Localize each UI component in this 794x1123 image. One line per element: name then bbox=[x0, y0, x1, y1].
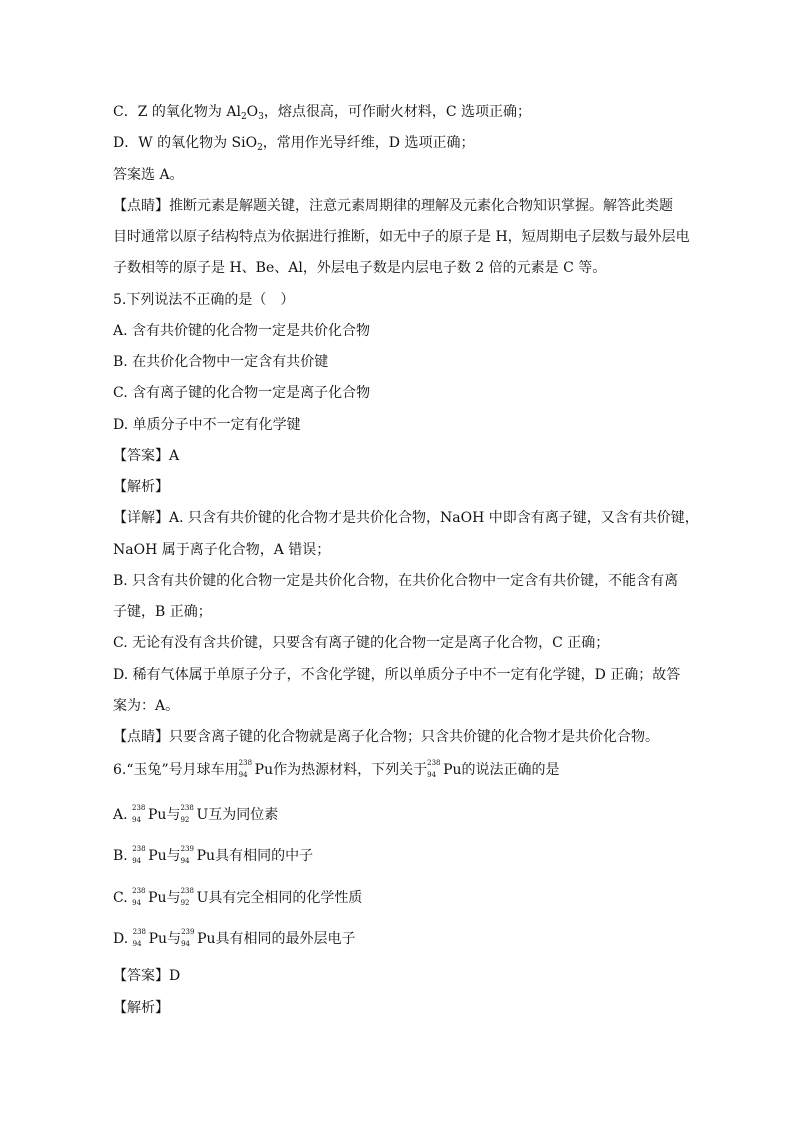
option-c: C. 含有离子键的化合物一定是离子化合物 bbox=[113, 385, 371, 401]
text-line: 【详解】A. 只含有共价键的化合物才是共价化合物，NaOH 中即含有离子键，又含有共价键， bbox=[113, 510, 699, 526]
element-symbol: Pu bbox=[148, 931, 168, 947]
text-span: 互为同位素 bbox=[208, 807, 279, 823]
text-line bbox=[113, 102, 531, 122]
text-span: 6.“玉兔”号月球车用 bbox=[113, 762, 239, 778]
text-line: 【点睛】推断元素是解题关键，注意元素周期律的理解及元素化合物知识掌握。解答此类题 bbox=[113, 198, 673, 214]
option-a bbox=[113, 805, 278, 825]
text-span: B. bbox=[113, 848, 133, 864]
text-span: 具有相同的中子 bbox=[215, 848, 314, 864]
nuclide-pu238: 238 94 bbox=[132, 928, 147, 948]
text-span: 与 bbox=[166, 807, 181, 823]
text-line: B. 只含有共价键的化合物一定是共价化合物，在共价化合物中一定含有共价键，不能含有离 bbox=[113, 573, 679, 589]
text-span: 的说法正确的是 bbox=[461, 762, 560, 778]
nuclide-pu238: 238 94 bbox=[132, 845, 146, 865]
answer-label: 【答案】A bbox=[113, 448, 180, 464]
text-span: O bbox=[246, 104, 259, 120]
analysis-label: 【解析】 bbox=[113, 1000, 169, 1016]
nuclide-pu239: 239 94 bbox=[181, 928, 195, 948]
option-b: B. 在共价化合物中一定含有共价键 bbox=[113, 354, 329, 370]
subscript: 2 bbox=[257, 143, 263, 153]
question-heading bbox=[113, 760, 560, 780]
element-symbol: Pu bbox=[254, 762, 274, 778]
nuclide-pu238: 238 94 bbox=[132, 804, 146, 824]
element-symbol: Pu bbox=[148, 848, 167, 864]
text-line: 【点睛】只要含离子键的化合物就是离子化合物；只含共价键的化合物才是共价化合物。 bbox=[113, 729, 659, 745]
text-span: 具有相同的最外层电子 bbox=[215, 931, 356, 947]
subscript: 2 bbox=[240, 112, 247, 122]
nuclide-pu239: 239 94 bbox=[180, 845, 195, 865]
question-heading: 5.下列说法不正确的是（ ） bbox=[113, 292, 295, 308]
text-line: 答案选 A。 bbox=[113, 167, 184, 183]
text-span: ，常用作光导纤维，D 选项正确； bbox=[262, 135, 475, 151]
text-line: NaOH 属于离子化合物，A 错误； bbox=[113, 542, 331, 558]
element-symbol: Pu bbox=[443, 762, 462, 778]
text-span: A. bbox=[113, 807, 133, 823]
text-span: C．Z 的氧化物为 Al bbox=[113, 104, 241, 120]
text-span: 与 bbox=[166, 890, 181, 906]
text-line bbox=[113, 133, 474, 153]
element-symbol: Pu bbox=[148, 890, 167, 906]
option-b bbox=[113, 846, 313, 866]
element-symbol: U bbox=[196, 890, 209, 906]
text-line: 子键，B 正确； bbox=[113, 604, 212, 620]
option-a: A. 含有共价键的化合物一定是共价化合物 bbox=[113, 323, 371, 339]
text-span: C. bbox=[113, 890, 133, 906]
nuclide-u238: 238 92 bbox=[180, 804, 194, 824]
element-symbol: Pu bbox=[197, 931, 216, 947]
text-line: 子数相等的原子是 H、Be、Al，外层电子数是内层电子数 2 倍的元素是 C 等。 bbox=[113, 260, 607, 276]
nuclide-pu238: 238 94 bbox=[132, 887, 146, 907]
text-line: D. 稀有气体属于单原子分子，不含化学键，所以单质分子中不一定有化学键，D 正确；故答 bbox=[113, 667, 681, 683]
text-span: 与 bbox=[166, 848, 181, 864]
nuclide-pu238: 238 94 bbox=[427, 759, 441, 779]
text-line: 案为：A。 bbox=[113, 698, 180, 714]
option-d: D. 单质分子中不一定有化学键 bbox=[113, 417, 301, 433]
nuclide-pu238: 238 94 bbox=[238, 759, 253, 779]
text-line: 目时通常以原子结构特点为依据进行推断，如无中子的原子是 H，短周期电子层数与最外层电 bbox=[113, 229, 690, 245]
option-c bbox=[113, 888, 362, 908]
text-span: 作为热源材料，下列关于 bbox=[273, 762, 428, 778]
subscript: 3 bbox=[258, 112, 264, 122]
analysis-label: 【解析】 bbox=[113, 479, 169, 495]
text-span: 具有完全相同的化学性质 bbox=[208, 890, 363, 906]
answer-label: 【答案】D bbox=[113, 968, 181, 984]
text-span: D．W 的氧化物为 SiO bbox=[113, 135, 258, 151]
text-line: C. 无论有没有含共价键，只要含有离子键的化合物一定是离子化合物，C 正确； bbox=[113, 635, 610, 651]
text-span: ，熔点很高，可作耐火材料，C 选项正确； bbox=[263, 104, 532, 120]
text-span: D. bbox=[113, 931, 133, 947]
text-span: 与 bbox=[167, 931, 182, 947]
element-symbol: U bbox=[196, 807, 209, 823]
option-d bbox=[113, 929, 356, 949]
nuclide-u238: 238 92 bbox=[180, 887, 194, 907]
element-symbol: Pu bbox=[148, 807, 167, 823]
element-symbol: Pu bbox=[196, 848, 216, 864]
